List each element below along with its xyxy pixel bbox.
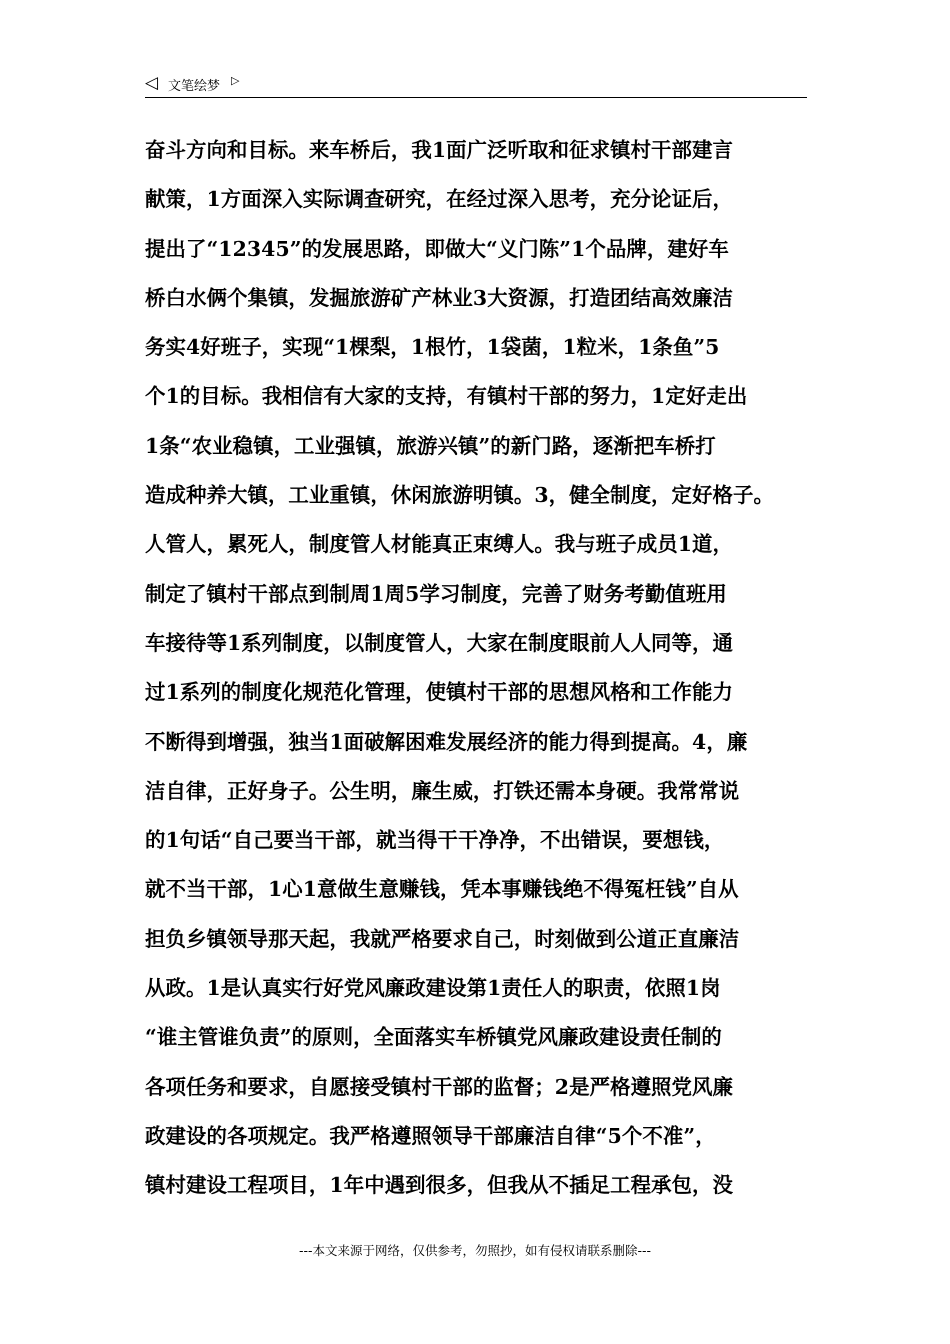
text-line: 献策，1方面深入实际调查研究，在经过深入思考，充分论证后， (145, 187, 734, 212)
text-line: 镇村建设工程项目，1年中遇到很多，但我从不插足工程承包，没 (145, 1173, 734, 1198)
triangle-left-icon: ◁ (145, 73, 159, 93)
text-line: 个1的目标。我相信有大家的支持，有镇村干部的努力，1定好走出 (145, 384, 748, 409)
header-divider (145, 97, 807, 98)
text-line: 造成种养大镇，工业重镇，休闲旅游明镇。3，健全制度，定好格子。 (145, 483, 775, 508)
text-line: 车接待等1系列制度，以制度管人，大家在制度眼前人人同等，通 (145, 630, 734, 655)
page-header (145, 72, 807, 98)
text-line: 1条“农业稳镇，工业强镇，旅游兴镇”的新门路，逐渐把车桥打 (145, 433, 716, 458)
text-line: 的1句话“自己要当干部，就当得干干净净，不出错误，要想钱， (145, 828, 725, 853)
document-body (145, 126, 825, 1211)
text-line: 务实4好班子，实现“1棵梨，1根竹，1袋菌，1粒米，1条鱼”5 (145, 335, 720, 360)
text-line: 不断得到增强，独当1面破解困难发展经济的能力得到提高。4，廉 (145, 729, 748, 754)
footer-notice: ---本文来源于网络，仅供参考，勿照抄，如有侵权请联系删除--- (298, 1243, 652, 1258)
triangle-right-icon: ▷ (231, 74, 240, 87)
text-line: 人管人，累死人，制度管人材能真正束缚人。我与班子成员1道， (145, 532, 734, 557)
text-line: 就不当干部，1心1意做生意赚钱，凭本事赚钱绝不得冤枉钱”自从 (145, 877, 739, 902)
text-line: 奋斗方向和目标。来车桥后，我1面广泛听取和征求镇村干部建言 (145, 138, 734, 162)
text-line: 过1系列的制度化规范化管理，使镇村干部的思想风格和工作能力 (145, 680, 734, 705)
text-line: “谁主管谁负责”的原则，全面落实车桥镇党风廉政建设责任制的 (145, 1025, 722, 1050)
text-line: 洁自律，正好身子。公生明，廉生威，打铁还需本身硬。我常常说 (145, 778, 740, 803)
text-line: 制定了镇村干部点到制周1周5学习制度，完善了财务考勤值班用 (145, 581, 727, 606)
text-line: 政建设的各项规定。我严格遵照领导干部廉洁自律“5个不准”， (145, 1123, 716, 1148)
text-line: 提出了“12345”的发展思路，即做大“义门陈”1个品牌，建好车 (145, 236, 729, 261)
text-line: 桥白水俩个集镇，发掘旅游矿产林业3大资源，打造团结高效廉洁 (145, 285, 734, 310)
text-line: 从政。1是认真实行好党风廉政建设第1责任人的职责，依照1岗 (145, 976, 721, 1001)
text-line: 各项任务和要求，自愿接受镇村干部的监督；2是严格遵照党风廉 (145, 1074, 734, 1099)
text-line: 担负乡镇领导那天起，我就严格要求自己，时刻做到公道正直廉洁 (145, 926, 740, 951)
header-brand: 文笔绘梦 (168, 79, 221, 94)
